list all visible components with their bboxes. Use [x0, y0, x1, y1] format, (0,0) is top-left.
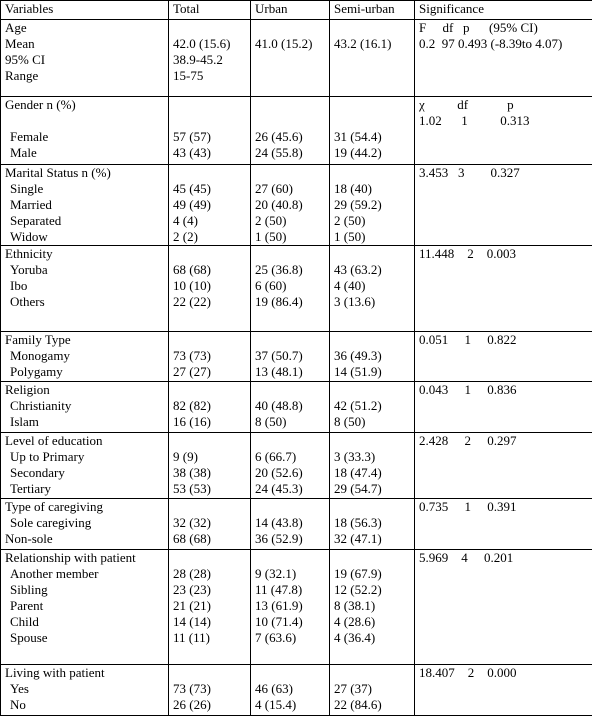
value: 18 (40) [334, 181, 372, 196]
value: 18 (47.4) [334, 465, 382, 480]
header-variables: Variables [1, 1, 169, 20]
value: 2 (50) [255, 213, 287, 228]
table-row [1, 97, 592, 165]
semi-urban-cell [330, 665, 415, 716]
variable-subitem: Child [10, 614, 39, 629]
urban-cell [251, 165, 330, 246]
value: 82 (82) [173, 398, 211, 413]
value: 6 (66.7) [255, 449, 297, 464]
variable-cell [1, 165, 169, 246]
semi-urban-cell [330, 382, 415, 433]
value: 41.0 (15.2) [255, 36, 313, 51]
significance-value: 3.453 3 0.327 [419, 165, 520, 180]
semi-urban-cell [330, 97, 415, 165]
urban-cell [251, 246, 330, 332]
value: 13 (61.9) [255, 598, 303, 613]
value: 3 (13.6) [334, 294, 376, 309]
table-row [1, 665, 592, 716]
value: 36 (52.9) [255, 531, 303, 546]
value: 46 (63) [255, 681, 293, 696]
variable-subitem: Secondary [10, 465, 65, 480]
variable-subitem: Others [10, 294, 45, 309]
value: 4 (36.4) [334, 630, 376, 645]
variable-label: Age [5, 20, 27, 35]
urban-cell [251, 499, 330, 550]
variable-label: Marital Status n (%) [5, 165, 111, 180]
variable-subitem: Another member [10, 566, 99, 581]
value: 19 (67.9) [334, 566, 382, 581]
variable-cell [1, 550, 169, 665]
significance-cell [415, 550, 592, 665]
value: 28 (28) [173, 566, 211, 581]
value: 4 (28.6) [334, 614, 376, 629]
semi-urban-cell [330, 433, 415, 499]
variable-subitem: Single [10, 181, 44, 196]
value [255, 113, 329, 129]
variable-subitem: Tertiary [10, 481, 51, 496]
value: 68 (68) [173, 531, 211, 546]
value [334, 310, 414, 326]
value: 11 (11) [173, 630, 210, 645]
value: 15-75 [173, 68, 204, 83]
variable-cell [1, 20, 169, 97]
significance-value: 5.969 4 0.201 [419, 550, 514, 565]
variable-subitem: Separated [10, 213, 62, 228]
table-row [1, 499, 592, 550]
significance-cell [415, 20, 592, 97]
value: 43 (43) [173, 145, 211, 160]
significance-value: χ df p [419, 97, 514, 112]
significance-cell [415, 165, 592, 246]
value: 31 (54.4) [334, 129, 382, 144]
variable-subitem: Islam [10, 414, 39, 429]
value: 68 (68) [173, 262, 211, 277]
significance-value: 0.735 1 0.391 [419, 499, 517, 514]
urban-cell [251, 382, 330, 433]
table-row [1, 165, 592, 246]
value: 14 (43.8) [255, 515, 303, 530]
value: 21 (21) [173, 598, 211, 613]
variable-subitem: Yoruba [10, 262, 48, 277]
value: 20 (52.6) [255, 465, 303, 480]
total-cell [169, 332, 251, 382]
value: 22 (22) [173, 294, 211, 309]
variable-subitem: Parent [10, 598, 44, 613]
significance-cell [415, 433, 592, 499]
value: 1 (50) [334, 229, 366, 244]
variable-subitem [5, 113, 168, 129]
semi-urban-cell [330, 20, 415, 97]
semi-urban-cell [330, 550, 415, 665]
variable-subitem: Spouse [10, 630, 48, 645]
value: 14 (51.9) [334, 364, 382, 379]
variable-subitem: Non-sole [5, 531, 53, 546]
semi-urban-cell [330, 332, 415, 382]
variable-subitem: Male [10, 145, 37, 160]
value: 49 (49) [173, 197, 211, 212]
value: 8 (50) [255, 414, 287, 429]
variable-subitem: Christianity [10, 398, 72, 413]
significance-value: 18.407 2 0.000 [419, 665, 517, 680]
header-significance: Significance [415, 1, 592, 20]
table-row [1, 20, 592, 97]
significance-value: 0.051 1 0.822 [419, 332, 517, 347]
urban-cell [251, 332, 330, 382]
header-row [1, 1, 592, 20]
variable-cell [1, 97, 169, 165]
value: 18 (56.3) [334, 515, 382, 530]
value [255, 68, 329, 84]
header-semi-urban: Semi-urban [330, 1, 415, 20]
value [334, 68, 414, 84]
variable-subitem: Sole caregiving [10, 515, 92, 530]
total-cell [169, 165, 251, 246]
value: 53 (53) [173, 481, 211, 496]
value: 42 (51.2) [334, 398, 382, 413]
value: 19 (86.4) [255, 294, 303, 309]
value: 11 (47.8) [255, 582, 303, 597]
value: 9 (32.1) [255, 566, 297, 581]
value: 8 (50) [334, 414, 366, 429]
value: 27 (27) [173, 364, 211, 379]
value: 26 (45.6) [255, 129, 303, 144]
significance-cell [415, 332, 592, 382]
value: 36 (49.3) [334, 348, 382, 363]
value: 29 (59.2) [334, 197, 382, 212]
variable-subitem: No [10, 697, 26, 712]
value: 24 (45.3) [255, 481, 303, 496]
value: 43 (63.2) [334, 262, 382, 277]
value: 19 (44.2) [334, 145, 382, 160]
value: 13 (48.1) [255, 364, 303, 379]
value: 38 (38) [173, 465, 211, 480]
urban-cell [251, 665, 330, 716]
table-row [1, 433, 592, 499]
value: 6 (60) [255, 278, 287, 293]
value: 23 (23) [173, 582, 211, 597]
variable-label: Relationship with patient [5, 550, 136, 565]
value: 32 (32) [173, 515, 211, 530]
value: 3 (33.3) [334, 449, 376, 464]
table-row [1, 332, 592, 382]
value: 9 (9) [173, 449, 198, 464]
value [334, 52, 414, 68]
significance-value: F df p (95% CI) [419, 20, 538, 35]
value [255, 52, 329, 68]
value: 45 (45) [173, 181, 211, 196]
value: 4 (4) [173, 213, 198, 228]
value: 2 (2) [173, 229, 198, 244]
value: 20 (40.8) [255, 197, 303, 212]
value: 42.0 (15.6) [173, 36, 231, 51]
variable-label: Type of caregiving [5, 499, 103, 514]
value: 25 (36.8) [255, 262, 303, 277]
variable-subitem: Ibo [10, 278, 28, 293]
value: 27 (60) [255, 181, 293, 196]
table-row [1, 246, 592, 332]
value [255, 310, 329, 326]
significance-cell [415, 97, 592, 165]
value: 7 (63.6) [255, 630, 297, 645]
value: 10 (10) [173, 278, 211, 293]
total-cell [169, 97, 251, 165]
urban-cell [251, 97, 330, 165]
variable-cell [1, 246, 169, 332]
significance-value: 0.2 97 0.493 (-8.39to 4.07) [419, 36, 563, 51]
value [173, 113, 250, 129]
table-row [1, 382, 592, 433]
value: 73 (73) [173, 681, 211, 696]
value: 73 (73) [173, 348, 211, 363]
total-cell [169, 246, 251, 332]
header-total: Total [169, 1, 251, 20]
value: 26 (26) [173, 697, 211, 712]
variable-subitem: Sibling [10, 582, 48, 597]
variable-subitem: Mean [5, 36, 35, 51]
total-cell [169, 499, 251, 550]
value: 4 (40) [334, 278, 366, 293]
variable-subitem: Monogamy [10, 348, 70, 363]
variable-label: Gender n (%) [5, 97, 76, 112]
significance-value: 1.02 1 0.313 [419, 113, 530, 128]
variable-cell [1, 382, 169, 433]
variable-cell [1, 499, 169, 550]
total-cell [169, 665, 251, 716]
variable-subitem: Married [10, 197, 52, 212]
significance-cell [415, 499, 592, 550]
total-cell [169, 20, 251, 97]
total-cell [169, 382, 251, 433]
variable-cell [1, 332, 169, 382]
value [173, 310, 250, 326]
significance-cell [415, 246, 592, 332]
value: 43.2 (16.1) [334, 36, 392, 51]
value: 29 (54.7) [334, 481, 382, 496]
value: 40 (48.8) [255, 398, 303, 413]
semi-urban-cell [330, 499, 415, 550]
variable-subitem: Range [5, 68, 39, 83]
variable-subitem: Yes [10, 681, 29, 696]
significance-cell [415, 382, 592, 433]
value: 32 (47.1) [334, 531, 382, 546]
urban-cell [251, 550, 330, 665]
variable-cell [1, 433, 169, 499]
significance-value: 2.428 2 0.297 [419, 433, 517, 448]
variable-cell [1, 665, 169, 716]
value [334, 113, 414, 129]
variable-subitem: 95% CI [5, 52, 46, 67]
total-cell [169, 550, 251, 665]
total-cell [169, 433, 251, 499]
variable-subitem: Polygamy [10, 364, 63, 379]
semi-urban-cell [330, 246, 415, 332]
significance-cell [415, 665, 592, 716]
significance-value: 11.448 2 0.003 [419, 246, 517, 261]
urban-cell [251, 20, 330, 97]
value: 12 (52.2) [334, 582, 382, 597]
significance-value: 0.043 1 0.836 [419, 382, 517, 397]
value: 37 (50.7) [255, 348, 303, 363]
value: 27 (37) [334, 681, 372, 696]
variable-label: Ethnicity [5, 246, 53, 261]
variable-subitem: Up to Primary [10, 449, 85, 464]
variable-subitem: Widow [10, 229, 48, 244]
variable-subitem [5, 310, 168, 326]
variable-subitem: Female [10, 129, 49, 144]
value: 57 (57) [173, 129, 211, 144]
value: 38.9-45.2 [173, 52, 223, 67]
value: 10 (71.4) [255, 614, 303, 629]
value: 14 (14) [173, 614, 211, 629]
variable-label: Family Type [5, 332, 71, 347]
header-urban: Urban [251, 1, 330, 20]
value: 4 (15.4) [255, 697, 297, 712]
variable-label: Level of education [5, 433, 103, 448]
value: 24 (55.8) [255, 145, 303, 160]
urban-cell [251, 433, 330, 499]
value: 1 (50) [255, 229, 287, 244]
variable-label: Religion [5, 382, 50, 397]
value: 2 (50) [334, 213, 366, 228]
value: 16 (16) [173, 414, 211, 429]
semi-urban-cell [330, 165, 415, 246]
table-row [1, 550, 592, 665]
value: 22 (84.6) [334, 697, 382, 712]
variable-label: Living with patient [5, 665, 105, 680]
value: 8 (38.1) [334, 598, 376, 613]
